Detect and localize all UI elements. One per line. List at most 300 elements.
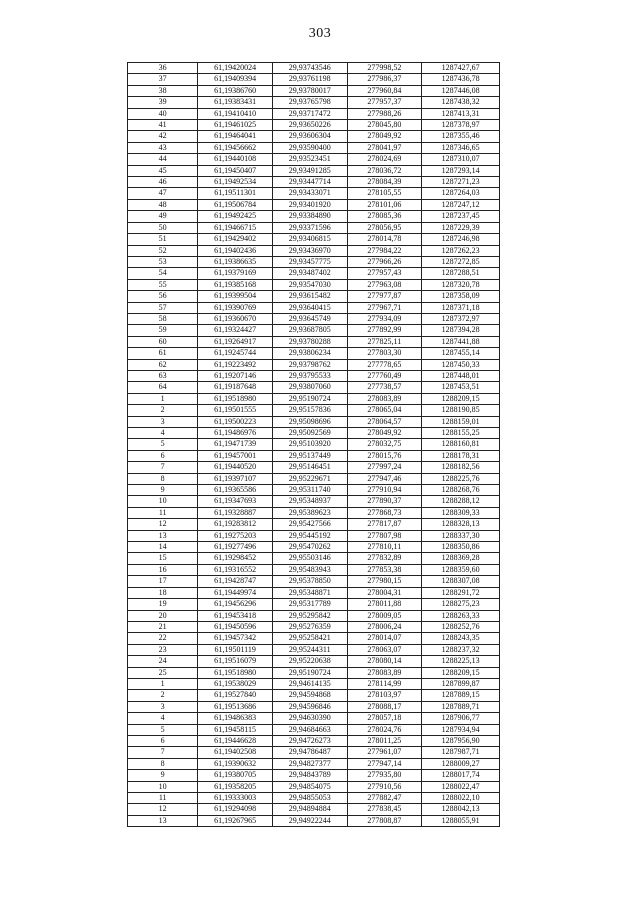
point-number-cell: 7 <box>128 747 198 758</box>
y-coordinate-cell: 1287372,97 <box>422 313 500 324</box>
y-coordinate-cell: 1288328,13 <box>422 519 500 530</box>
longitude-cell: 29,95427566 <box>272 519 347 530</box>
point-number-cell: 42 <box>128 131 198 142</box>
y-coordinate-cell: 1288291,72 <box>422 587 500 598</box>
point-number-cell: 4 <box>128 713 198 724</box>
table-row <box>128 188 500 199</box>
latitude-cell: 61,19486383 <box>198 713 273 724</box>
table-row <box>128 405 500 416</box>
latitude-cell: 61,19518980 <box>198 667 273 678</box>
x-coordinate-cell: 278103,97 <box>347 690 422 701</box>
longitude-cell: 29,95483943 <box>272 564 347 575</box>
latitude-cell: 61,19409394 <box>198 74 273 85</box>
point-number-cell: 4 <box>128 428 198 439</box>
coordinates-table-body <box>128 63 500 827</box>
point-number-cell: 14 <box>128 542 198 553</box>
point-number-cell: 37 <box>128 74 198 85</box>
y-coordinate-cell: 1287378,97 <box>422 120 500 131</box>
point-number-cell: 49 <box>128 211 198 222</box>
latitude-cell: 61,19245744 <box>198 348 273 359</box>
point-number-cell: 6 <box>128 450 198 461</box>
y-coordinate-cell: 1287288,51 <box>422 268 500 279</box>
x-coordinate-cell: 277803,30 <box>347 348 422 359</box>
y-coordinate-cell: 1288209,15 <box>422 393 500 404</box>
point-number-cell: 3 <box>128 701 198 712</box>
latitude-cell: 61,19360670 <box>198 313 273 324</box>
table-row <box>128 177 500 188</box>
latitude-cell: 61,19397107 <box>198 473 273 484</box>
y-coordinate-cell: 1287229,39 <box>422 222 500 233</box>
table-row <box>128 735 500 746</box>
point-number-cell: 39 <box>128 97 198 108</box>
y-coordinate-cell: 1288055,91 <box>422 815 500 826</box>
table-row <box>128 793 500 804</box>
x-coordinate-cell: 278011,88 <box>347 599 422 610</box>
table-row <box>128 758 500 769</box>
table-row <box>128 770 500 781</box>
y-coordinate-cell: 1288017,74 <box>422 770 500 781</box>
point-number-cell: 23 <box>128 644 198 655</box>
y-coordinate-cell: 1287889,71 <box>422 701 500 712</box>
y-coordinate-cell: 1287271,23 <box>422 177 500 188</box>
x-coordinate-cell: 278080,14 <box>347 656 422 667</box>
x-coordinate-cell: 278065,04 <box>347 405 422 416</box>
table-row <box>128 74 500 85</box>
latitude-cell: 61,19385168 <box>198 279 273 290</box>
table-row <box>128 473 500 484</box>
x-coordinate-cell: 277997,24 <box>347 462 422 473</box>
y-coordinate-cell: 1288309,33 <box>422 507 500 518</box>
y-coordinate-cell: 1288359,60 <box>422 564 500 575</box>
longitude-cell: 29,94855053 <box>272 793 347 804</box>
longitude-cell: 29,93447714 <box>272 177 347 188</box>
x-coordinate-cell: 278084,39 <box>347 177 422 188</box>
point-number-cell: 40 <box>128 108 198 119</box>
latitude-cell: 61,19379169 <box>198 268 273 279</box>
longitude-cell: 29,95348871 <box>272 587 347 598</box>
point-number-cell: 9 <box>128 485 198 496</box>
latitude-cell: 61,19298452 <box>198 553 273 564</box>
y-coordinate-cell: 1287320,78 <box>422 279 500 290</box>
y-coordinate-cell: 1288307,08 <box>422 576 500 587</box>
point-number-cell: 13 <box>128 815 198 826</box>
latitude-cell: 61,19440520 <box>198 462 273 473</box>
latitude-cell: 61,19471739 <box>198 439 273 450</box>
x-coordinate-cell: 277963,08 <box>347 279 422 290</box>
x-coordinate-cell: 277868,73 <box>347 507 422 518</box>
latitude-cell: 61,19275203 <box>198 530 273 541</box>
latitude-cell: 61,19294098 <box>198 804 273 815</box>
x-coordinate-cell: 277960,84 <box>347 85 422 96</box>
latitude-cell: 61,19492425 <box>198 211 273 222</box>
latitude-cell: 61,19461025 <box>198 120 273 131</box>
latitude-cell: 61,19402436 <box>198 245 273 256</box>
table-row <box>128 336 500 347</box>
table-row <box>128 724 500 735</box>
table-row <box>128 644 500 655</box>
point-number-cell: 57 <box>128 302 198 313</box>
longitude-cell: 29,93384890 <box>272 211 347 222</box>
x-coordinate-cell: 277910,56 <box>347 781 422 792</box>
latitude-cell: 61,19333003 <box>198 793 273 804</box>
point-number-cell: 10 <box>128 781 198 792</box>
latitude-cell: 61,19383431 <box>198 97 273 108</box>
table-row <box>128 359 500 370</box>
longitude-cell: 29,93401920 <box>272 199 347 210</box>
y-coordinate-cell: 1287889,15 <box>422 690 500 701</box>
table-row <box>128 507 500 518</box>
point-number-cell: 59 <box>128 325 198 336</box>
latitude-cell: 61,19511301 <box>198 188 273 199</box>
longitude-cell: 29,94614135 <box>272 678 347 689</box>
table-row <box>128 291 500 302</box>
longitude-cell: 29,93687805 <box>272 325 347 336</box>
x-coordinate-cell: 278024,69 <box>347 154 422 165</box>
x-coordinate-cell: 278083,89 <box>347 667 422 678</box>
longitude-cell: 29,93717472 <box>272 108 347 119</box>
longitude-cell: 29,94894884 <box>272 804 347 815</box>
table-row <box>128 348 500 359</box>
longitude-cell: 29,95348937 <box>272 496 347 507</box>
table-row <box>128 108 500 119</box>
latitude-cell: 61,19516079 <box>198 656 273 667</box>
latitude-cell: 61,19486976 <box>198 428 273 439</box>
latitude-cell: 61,19187648 <box>198 382 273 393</box>
y-coordinate-cell: 1287455,14 <box>422 348 500 359</box>
point-number-cell: 53 <box>128 256 198 267</box>
x-coordinate-cell: 278083,89 <box>347 393 422 404</box>
y-coordinate-cell: 1288225,76 <box>422 473 500 484</box>
point-number-cell: 11 <box>128 793 198 804</box>
x-coordinate-cell: 277760,49 <box>347 370 422 381</box>
longitude-cell: 29,93798762 <box>272 359 347 370</box>
x-coordinate-cell: 277838,45 <box>347 804 422 815</box>
table-row <box>128 302 500 313</box>
point-number-cell: 24 <box>128 656 198 667</box>
longitude-cell: 29,95190724 <box>272 667 347 678</box>
y-coordinate-cell: 1287293,14 <box>422 165 500 176</box>
y-coordinate-cell: 1288209,15 <box>422 667 500 678</box>
x-coordinate-cell: 277947,46 <box>347 473 422 484</box>
latitude-cell: 61,19457342 <box>198 633 273 644</box>
x-coordinate-cell: 277832,89 <box>347 553 422 564</box>
y-coordinate-cell: 1287246,98 <box>422 234 500 245</box>
y-coordinate-cell: 1287438,32 <box>422 97 500 108</box>
y-coordinate-cell: 1288155,25 <box>422 428 500 439</box>
point-number-cell: 44 <box>128 154 198 165</box>
latitude-cell: 61,19450407 <box>198 165 273 176</box>
y-coordinate-cell: 1287934,94 <box>422 724 500 735</box>
latitude-cell: 61,19527840 <box>198 690 273 701</box>
x-coordinate-cell: 278045,80 <box>347 120 422 131</box>
x-coordinate-cell: 277890,37 <box>347 496 422 507</box>
point-number-cell: 18 <box>128 587 198 598</box>
longitude-cell: 29,95470262 <box>272 542 347 553</box>
table-row <box>128 530 500 541</box>
table-row <box>128 519 500 530</box>
longitude-cell: 29,95092569 <box>272 428 347 439</box>
longitude-cell: 29,95311740 <box>272 485 347 496</box>
table-row <box>128 621 500 632</box>
longitude-cell: 29,93487402 <box>272 268 347 279</box>
longitude-cell: 29,93547030 <box>272 279 347 290</box>
y-coordinate-cell: 1287237,45 <box>422 211 500 222</box>
latitude-cell: 61,19223492 <box>198 359 273 370</box>
table-row <box>128 713 500 724</box>
x-coordinate-cell: 277998,52 <box>347 63 422 74</box>
table-row <box>128 279 500 290</box>
x-coordinate-cell: 277947,14 <box>347 758 422 769</box>
point-number-cell: 10 <box>128 496 198 507</box>
table-row <box>128 222 500 233</box>
table-row <box>128 370 500 381</box>
point-number-cell: 21 <box>128 621 198 632</box>
table-row <box>128 747 500 758</box>
y-coordinate-cell: 1287448,01 <box>422 370 500 381</box>
latitude-cell: 61,19402508 <box>198 747 273 758</box>
table-row <box>128 142 500 153</box>
y-coordinate-cell: 1288288,12 <box>422 496 500 507</box>
point-number-cell: 64 <box>128 382 198 393</box>
latitude-cell: 61,19316552 <box>198 564 273 575</box>
x-coordinate-cell: 277977,87 <box>347 291 422 302</box>
longitude-cell: 29,95378850 <box>272 576 347 587</box>
y-coordinate-cell: 1287358,09 <box>422 291 500 302</box>
x-coordinate-cell: 278011,25 <box>347 735 422 746</box>
latitude-cell: 61,19365586 <box>198 485 273 496</box>
latitude-cell: 61,19446628 <box>198 735 273 746</box>
latitude-cell: 61,19328887 <box>198 507 273 518</box>
table-row <box>128 496 500 507</box>
longitude-cell: 29,93806234 <box>272 348 347 359</box>
table-row <box>128 97 500 108</box>
x-coordinate-cell: 278101,06 <box>347 199 422 210</box>
x-coordinate-cell: 278056,95 <box>347 222 422 233</box>
point-number-cell: 46 <box>128 177 198 188</box>
point-number-cell: 25 <box>128 667 198 678</box>
table-row <box>128 576 500 587</box>
table-row <box>128 439 500 450</box>
longitude-cell: 29,94786487 <box>272 747 347 758</box>
latitude-cell: 61,19410410 <box>198 108 273 119</box>
x-coordinate-cell: 277853,38 <box>347 564 422 575</box>
y-coordinate-cell: 1288275,23 <box>422 599 500 610</box>
y-coordinate-cell: 1287346,65 <box>422 142 500 153</box>
point-number-cell: 62 <box>128 359 198 370</box>
y-coordinate-cell: 1288337,30 <box>422 530 500 541</box>
x-coordinate-cell: 277910,94 <box>347 485 422 496</box>
x-coordinate-cell: 277892,99 <box>347 325 422 336</box>
y-coordinate-cell: 1287427,67 <box>422 63 500 74</box>
longitude-cell: 29,93615482 <box>272 291 347 302</box>
longitude-cell: 29,93491285 <box>272 165 347 176</box>
point-number-cell: 22 <box>128 633 198 644</box>
point-number-cell: 15 <box>128 553 198 564</box>
longitude-cell: 29,94726273 <box>272 735 347 746</box>
latitude-cell: 61,19457001 <box>198 450 273 461</box>
longitude-cell: 29,95137449 <box>272 450 347 461</box>
table-row <box>128 462 500 473</box>
table-row <box>128 815 500 826</box>
x-coordinate-cell: 278105,55 <box>347 188 422 199</box>
x-coordinate-cell: 277984,22 <box>347 245 422 256</box>
longitude-cell: 29,94684663 <box>272 724 347 735</box>
y-coordinate-cell: 1288237,32 <box>422 644 500 655</box>
longitude-cell: 29,94843789 <box>272 770 347 781</box>
x-coordinate-cell: 278009,05 <box>347 610 422 621</box>
point-number-cell: 5 <box>128 724 198 735</box>
y-coordinate-cell: 1288182,56 <box>422 462 500 473</box>
table-row <box>128 542 500 553</box>
table-row <box>128 428 500 439</box>
longitude-cell: 29,93523451 <box>272 154 347 165</box>
longitude-cell: 29,95295842 <box>272 610 347 621</box>
latitude-cell: 61,19458115 <box>198 724 273 735</box>
longitude-cell: 29,95276359 <box>272 621 347 632</box>
x-coordinate-cell: 277807,98 <box>347 530 422 541</box>
point-number-cell: 1 <box>128 678 198 689</box>
longitude-cell: 29,93807060 <box>272 382 347 393</box>
x-coordinate-cell: 277825,11 <box>347 336 422 347</box>
table-row <box>128 63 500 74</box>
y-coordinate-cell: 1287956,90 <box>422 735 500 746</box>
latitude-cell: 61,19440108 <box>198 154 273 165</box>
latitude-cell: 61,19466715 <box>198 222 273 233</box>
longitude-cell: 29,93590400 <box>272 142 347 153</box>
y-coordinate-cell: 1287899,87 <box>422 678 500 689</box>
longitude-cell: 29,93436970 <box>272 245 347 256</box>
table-row <box>128 553 500 564</box>
table-row <box>128 313 500 324</box>
y-coordinate-cell: 1287987,71 <box>422 747 500 758</box>
latitude-cell: 61,19207146 <box>198 370 273 381</box>
table-row <box>128 85 500 96</box>
point-number-cell: 2 <box>128 690 198 701</box>
x-coordinate-cell: 278085,36 <box>347 211 422 222</box>
longitude-cell: 29,93606304 <box>272 131 347 142</box>
y-coordinate-cell: 1288160,81 <box>422 439 500 450</box>
x-coordinate-cell: 278063,07 <box>347 644 422 655</box>
longitude-cell: 29,94827377 <box>272 758 347 769</box>
latitude-cell: 61,19492534 <box>198 177 273 188</box>
coordinates-table <box>127 62 500 827</box>
point-number-cell: 41 <box>128 120 198 131</box>
latitude-cell: 61,19453418 <box>198 610 273 621</box>
y-coordinate-cell: 1288243,35 <box>422 633 500 644</box>
y-coordinate-cell: 1287247,12 <box>422 199 500 210</box>
longitude-cell: 29,93371596 <box>272 222 347 233</box>
latitude-cell: 61,19501555 <box>198 405 273 416</box>
point-number-cell: 60 <box>128 336 198 347</box>
table-row <box>128 154 500 165</box>
point-number-cell: 56 <box>128 291 198 302</box>
x-coordinate-cell: 278036,72 <box>347 165 422 176</box>
point-number-cell: 19 <box>128 599 198 610</box>
point-number-cell: 12 <box>128 519 198 530</box>
latitude-cell: 61,19429402 <box>198 234 273 245</box>
point-number-cell: 20 <box>128 610 198 621</box>
point-number-cell: 1 <box>128 393 198 404</box>
table-row <box>128 393 500 404</box>
table-row <box>128 416 500 427</box>
x-coordinate-cell: 278049,92 <box>347 428 422 439</box>
point-number-cell: 51 <box>128 234 198 245</box>
longitude-cell: 29,95190724 <box>272 393 347 404</box>
x-coordinate-cell: 277957,43 <box>347 268 422 279</box>
y-coordinate-cell: 1288225,13 <box>422 656 500 667</box>
table-row <box>128 690 500 701</box>
y-coordinate-cell: 1288022,47 <box>422 781 500 792</box>
point-number-cell: 63 <box>128 370 198 381</box>
y-coordinate-cell: 1288268,76 <box>422 485 500 496</box>
latitude-cell: 61,19428747 <box>198 576 273 587</box>
latitude-cell: 61,19386760 <box>198 85 273 96</box>
y-coordinate-cell: 1287453,51 <box>422 382 500 393</box>
latitude-cell: 61,19456662 <box>198 142 273 153</box>
x-coordinate-cell: 277980,15 <box>347 576 422 587</box>
latitude-cell: 61,19277496 <box>198 542 273 553</box>
x-coordinate-cell: 278057,18 <box>347 713 422 724</box>
latitude-cell: 61,19390769 <box>198 302 273 313</box>
point-number-cell: 3 <box>128 416 198 427</box>
latitude-cell: 61,19399504 <box>198 291 273 302</box>
x-coordinate-cell: 277810,11 <box>347 542 422 553</box>
latitude-cell: 61,19347693 <box>198 496 273 507</box>
x-coordinate-cell: 277882,47 <box>347 793 422 804</box>
y-coordinate-cell: 1288178,31 <box>422 450 500 461</box>
point-number-cell: 55 <box>128 279 198 290</box>
table-row <box>128 678 500 689</box>
y-coordinate-cell: 1287394,28 <box>422 325 500 336</box>
longitude-cell: 29,95146451 <box>272 462 347 473</box>
point-number-cell: 17 <box>128 576 198 587</box>
table-row <box>128 256 500 267</box>
y-coordinate-cell: 1288190,85 <box>422 405 500 416</box>
point-number-cell: 16 <box>128 564 198 575</box>
latitude-cell: 61,19450596 <box>198 621 273 632</box>
longitude-cell: 29,95244311 <box>272 644 347 655</box>
latitude-cell: 61,19500223 <box>198 416 273 427</box>
y-coordinate-cell: 1287262,23 <box>422 245 500 256</box>
point-number-cell: 5 <box>128 439 198 450</box>
table-row <box>128 610 500 621</box>
table-row <box>128 781 500 792</box>
longitude-cell: 29,93645749 <box>272 313 347 324</box>
y-coordinate-cell: 1287310,07 <box>422 154 500 165</box>
y-coordinate-cell: 1287413,31 <box>422 108 500 119</box>
longitude-cell: 29,93640415 <box>272 302 347 313</box>
longitude-cell: 29,95157836 <box>272 405 347 416</box>
y-coordinate-cell: 1288369,28 <box>422 553 500 564</box>
point-number-cell: 45 <box>128 165 198 176</box>
latitude-cell: 61,19518980 <box>198 393 273 404</box>
longitude-cell: 29,95258421 <box>272 633 347 644</box>
point-number-cell: 54 <box>128 268 198 279</box>
point-number-cell: 48 <box>128 199 198 210</box>
latitude-cell: 61,19538029 <box>198 678 273 689</box>
table-row <box>128 804 500 815</box>
table-row <box>128 211 500 222</box>
y-coordinate-cell: 1287371,18 <box>422 302 500 313</box>
longitude-cell: 29,95229671 <box>272 473 347 484</box>
table-row <box>128 656 500 667</box>
latitude-cell: 61,19283812 <box>198 519 273 530</box>
x-coordinate-cell: 278041,97 <box>347 142 422 153</box>
table-row <box>128 450 500 461</box>
y-coordinate-cell: 1288042,13 <box>422 804 500 815</box>
longitude-cell: 29,94854075 <box>272 781 347 792</box>
x-coordinate-cell: 277817,87 <box>347 519 422 530</box>
